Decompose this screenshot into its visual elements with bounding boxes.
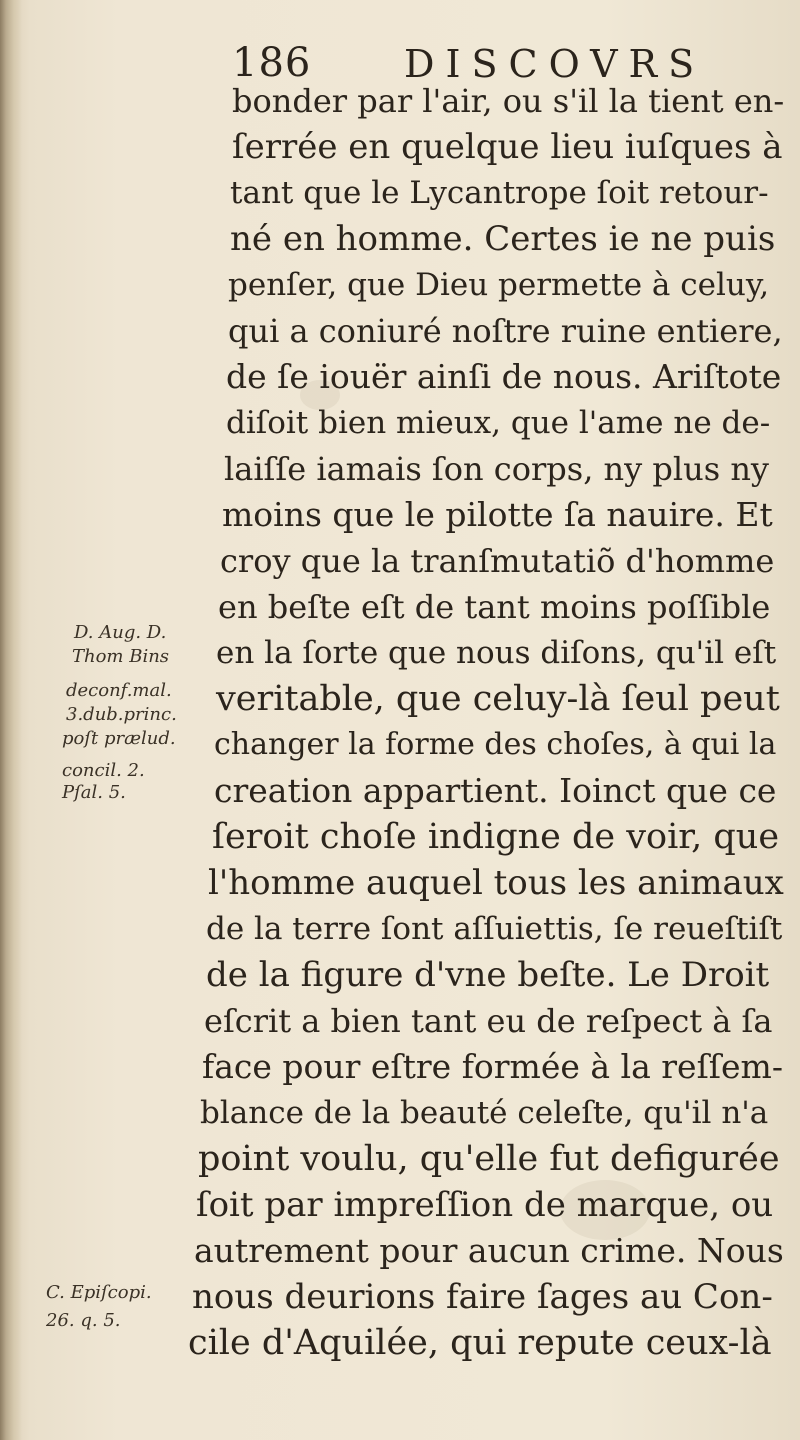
text-line: bonder par l'air, ou s'il la tient en- [232, 82, 785, 120]
book-spine-edge [0, 0, 22, 1440]
margin-note-line: deconf.mal. [66, 680, 172, 701]
text-line: moins que le pilotte ſa nauire. Et [222, 495, 773, 534]
text-line: autrement pour aucun crime. Nous [194, 1231, 784, 1270]
margin-note-line: C. Epiſcopi. [46, 1282, 152, 1303]
margin-note-line: poſt prælud. [62, 728, 176, 749]
text-line: face pour eſtre formée à la reſſem- [202, 1047, 783, 1086]
text-line: qui a coniuré noſtre ruine entiere, [228, 312, 783, 350]
text-line: creation appartient. Ioinct que ce [214, 771, 777, 810]
text-line: laiſſe iamais ſon corps, ny plus ny [224, 450, 769, 488]
text-line: tant que le Lycantrope ſoit retour- [230, 175, 769, 211]
margin-note-line: concil. 2. [62, 760, 145, 781]
text-line: point voulu, qu'elle fut defigurée [198, 1139, 780, 1179]
text-line: de ſe iouër ainſi de nous. Ariſtote [226, 357, 782, 396]
margin-note-line: Pſal. 5. [62, 782, 126, 803]
text-line: changer la forme des choſes, à qui la [214, 727, 777, 762]
margin-note-line: Thom Bins [72, 646, 170, 667]
text-line: blance de la beauté celeſte, qu'il n'a [200, 1095, 769, 1131]
text-line: penſer, que Dieu permette à celuy, [228, 267, 770, 303]
margin-note-line: D. Aug. D. [74, 622, 167, 643]
text-line: eſcrit a bien tant eu de reſpect à ſa [204, 1002, 773, 1040]
text-line: ſeroit choſe indigne de voir, que [212, 817, 780, 857]
margin-note-line: 3.dub.princ. [66, 704, 177, 725]
text-line: l'homme auquel tous les animaux [208, 863, 784, 903]
text-line: en la ſorte que nous diſons, qu'il eſt [216, 635, 777, 671]
margin-note-line: 26. q. 5. [46, 1310, 121, 1331]
text-line: en beſte eſt de tant moins poſſible [218, 588, 771, 626]
text-line: diſoit bien mieux, que l'ame ne de- [226, 405, 771, 441]
page-number: 186 [232, 40, 312, 86]
text-line: cile d'Aquilée, qui repute ceux-là [188, 1323, 772, 1363]
text-line: croy que la tranſmutatiõ d'homme [220, 542, 775, 580]
text-line: ſoit par impreſſion de marque, ou [196, 1185, 774, 1225]
text-line: de la terre ſont aſſuiettis, ſe reueſtiſt [206, 911, 783, 947]
running-head: DISCOVRS [404, 42, 706, 86]
text-line: ſerrée en quelque lieu iuſques à [232, 127, 783, 167]
text-line: né en homme. Certes ie ne puis [230, 219, 776, 259]
text-line: veritable, que celuy-là ſeul peut [216, 679, 780, 719]
text-line: nous deurions faire ſages au Con- [192, 1277, 773, 1317]
text-line: de la figure d'vne beſte. Le Droit [206, 955, 770, 995]
